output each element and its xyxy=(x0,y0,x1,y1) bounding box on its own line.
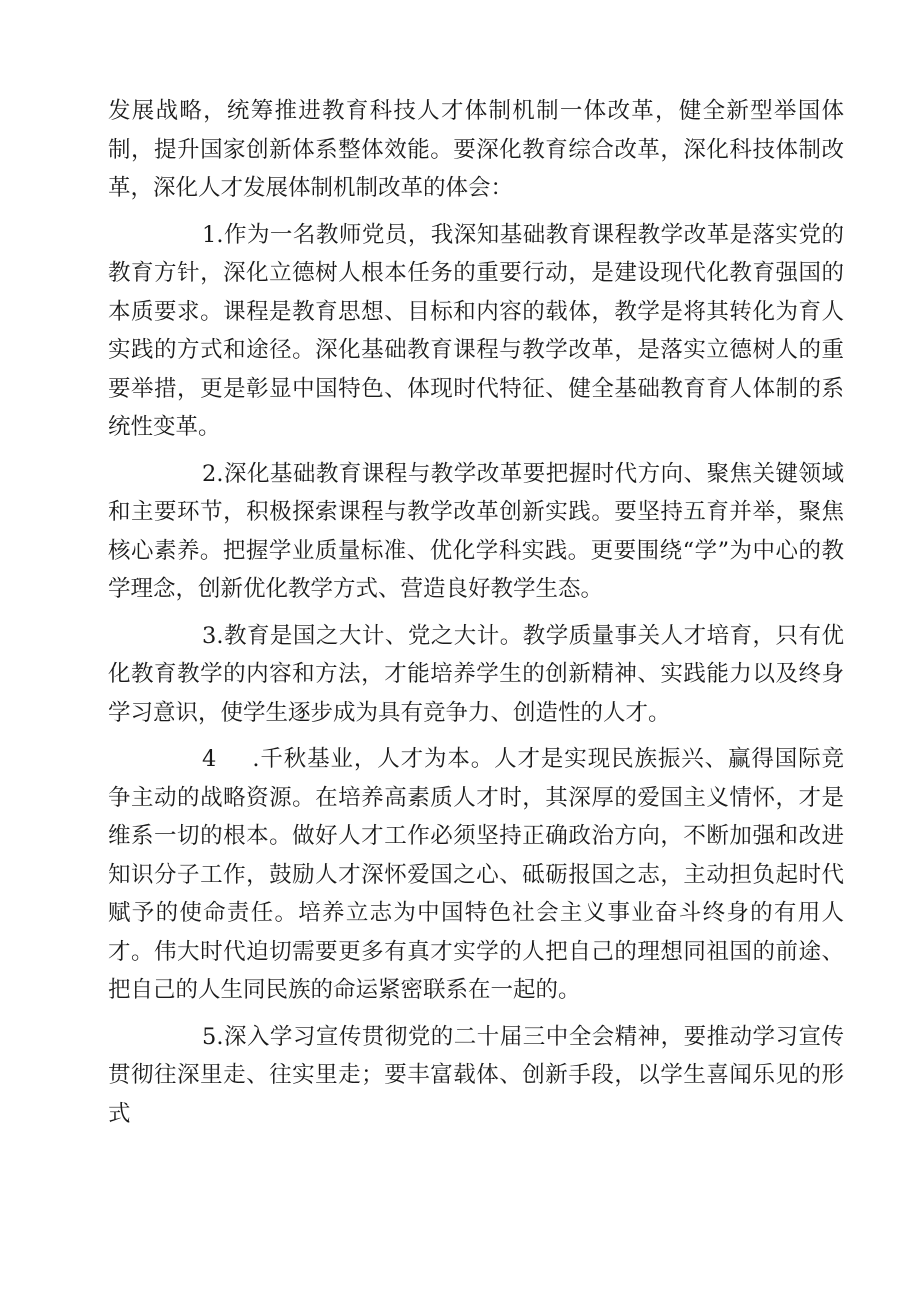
paragraph-3 xyxy=(108,617,844,733)
paragraph-text: .作为一名教师党员，我深知基础教育课程教学改革是落实党的教育方针，深化立德树人根本任务的重要行动，是建设现代化教育强国的本质要求。课程是教育思想、目标和内容的载体，教学是将其转化为育人实践的方式和途径。深化基础教育课程与教学改革，是落实立德树人的重要举措，更是彰显中国特色、体现时代特征、健全基础教育育人体制的系统性变革。 xyxy=(108,221,844,440)
paragraph-4 xyxy=(108,740,844,1010)
paragraph-number: 3 xyxy=(202,622,217,649)
paragraph-1 xyxy=(108,216,844,447)
paragraph-number: 5 xyxy=(202,1023,217,1050)
paragraph-2 xyxy=(108,455,844,609)
paragraph-text: .教育是国之大计、党之大计。教学质量事关人才培育，只有优化教育教学的内容和方法，才能培养学生的创新精神、实践能力以及终身学习意识，使学生逐步成为具有竞争力、创造性的人才。 xyxy=(108,622,844,726)
paragraph-number: 4 xyxy=(202,746,217,772)
paragraph-number: 1 xyxy=(202,221,217,248)
paragraph-intro xyxy=(108,92,844,208)
paragraph-text: .千秋基业，人才为本。人才是实现民族振兴、赢得国际竞争主动的战略资源。在培养高素质人才时，其深厚的爱国主义情怀，才是维系一切的根本。做好人才工作必须坚持正确政治方向，不断加强和改进知识分子工作，鼓励人才深怀爱国之心、砥砺报国之志，主动担负起时代赋予的使命责任。培养立志为中国特色社会主义事业奋斗终身的有用人才。伟大时代迫切需要更多有真才实学的人把自己的理想同祖国的前途、把自己的人生同民族的命运紧密联系在一起的。 xyxy=(108,746,844,1003)
paragraph-number: 2 xyxy=(202,460,217,487)
paragraph-text: .深入学习宣传贯彻党的二十届三中全会精神，要推动学习宣传贯彻往深里走、往实里走；要丰富载体、创新手段，以学生喜闻乐见的形式 xyxy=(108,1023,844,1127)
paragraph-text: 发展战略，统筹推进教育科技人才体制机制一体改革，健全新型举国体制，提升国家创新体系整体效能。要深化教育综合改革，深化科技体制改革，深化人才发展体制机制改革的体会： xyxy=(108,98,844,201)
document-page xyxy=(108,92,844,1141)
paragraph-text: .深化基础教育课程与教学改革要把握时代方向、聚焦关键领域和主要环节，积极探索课程与教学改革创新实践。要坚持五育并举，聚焦核心素养。把握学业质量标准、优化学科实践。更要围绕“学”为中心的教学理念，创新优化教学方式、营造良好教学生态。 xyxy=(108,460,844,602)
paragraph-5 xyxy=(108,1018,844,1134)
